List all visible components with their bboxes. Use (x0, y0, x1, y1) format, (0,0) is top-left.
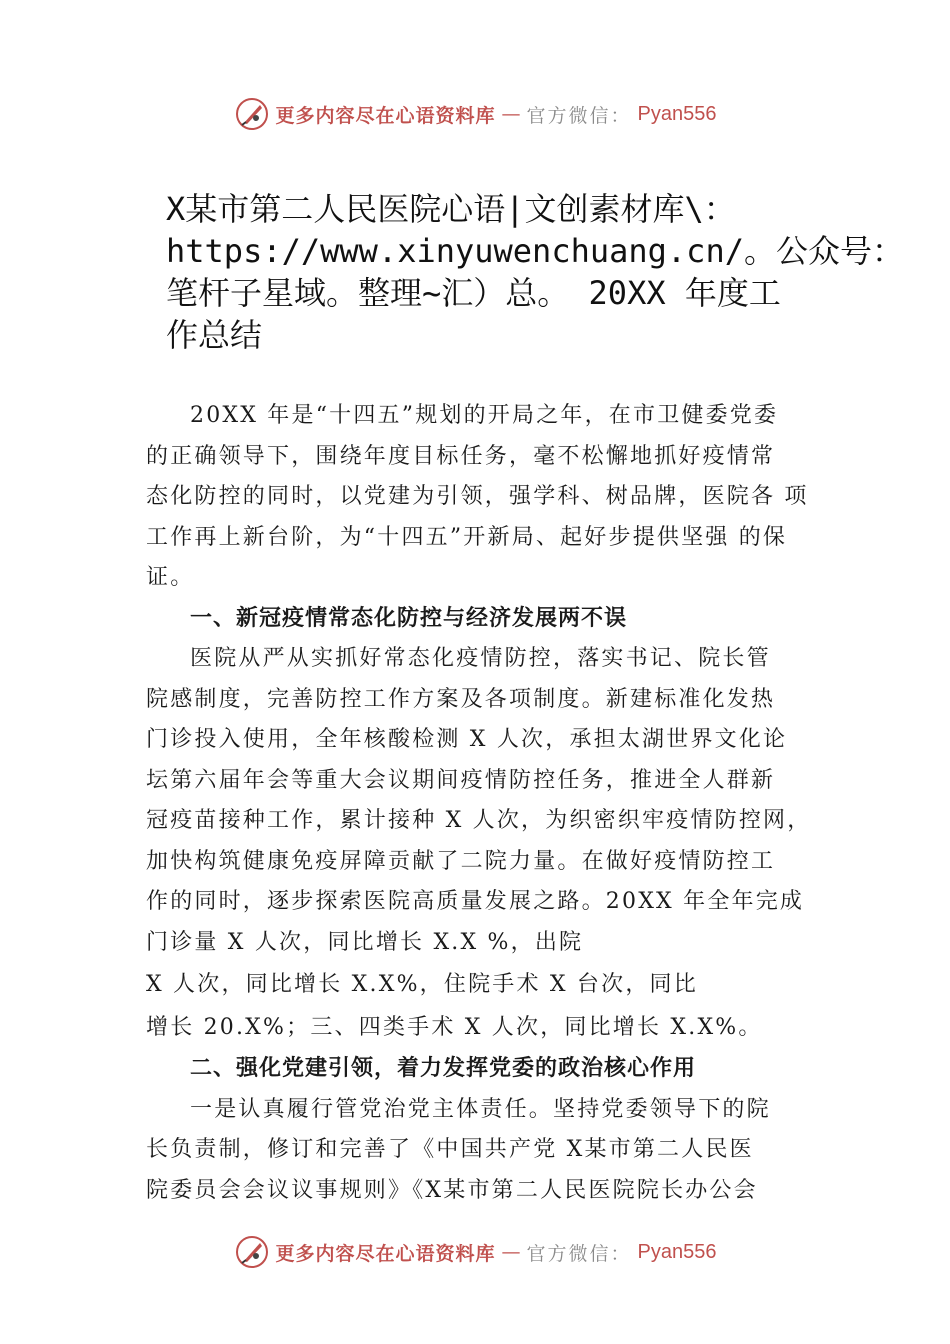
title-line: 作总结 (166, 316, 263, 354)
quill-pen-logo-icon (234, 1234, 270, 1270)
banner-text: 更多内容尽在心语资料库 (275, 1242, 496, 1265)
wechat-label: 官方微信： (526, 104, 632, 127)
text-line: 坛第六届年会等重大会议期间疫情防控任务，推进全人群新 (146, 767, 776, 793)
text-line: 证。 (146, 565, 195, 590)
text-line: 长负责制，修订和完善了《中国共产党 X某市第二人民医 (146, 1137, 754, 1162)
text-line: 一是认真履行管党治党主体责任。坚持党委领导下的院 (190, 1096, 771, 1122)
text-line: 作的同时，逐步探索医院高质量发展之路。20XX 年全年完成 (146, 889, 805, 914)
wechat-id: Pyan556 (637, 102, 717, 125)
document-title (166, 188, 904, 356)
section1-paragraph (146, 639, 816, 1049)
text-line: 增长 20.X%；三、四类手术 X 人次，同比增长 X.X%。 (146, 1015, 763, 1040)
text-line: 工作再上新台阶，为“十四五”开新局、起好步提供坚强 的保 (146, 524, 788, 550)
text-line: 门诊量 X 人次，同比增长 X.X %，出院 (146, 929, 584, 955)
text-line: 20XX 年是“十四五”规划的开局之年，在市卫健委党委 (190, 403, 779, 428)
banner-separator: — (501, 103, 521, 125)
text-line: 医院从严从实抓好常态化疫情防控，落实书记、院长管 (190, 646, 771, 671)
section-heading-2: 二、强化党建引领，着力发挥党委的政治核心作用 (190, 1056, 697, 1081)
section2-paragraph (146, 1090, 816, 1212)
header-watermark-banner (0, 94, 950, 134)
text-line: 的正确领导下，围绕年度目标任务，毫不松懈地抓好疫情常 (146, 443, 776, 469)
text-line: X 人次，同比增长 X.X%，住院手术 X 台次，同比 (146, 972, 698, 997)
section-heading-1: 一、新冠疫情常态化防控与经济发展两不误 (190, 605, 628, 631)
intro-paragraph (146, 396, 816, 599)
title-line: X某市第二人民医院心语|文创素材库\： (166, 190, 736, 228)
quill-pen-logo-icon (234, 96, 270, 132)
wechat-label: 官方微信： (526, 1242, 632, 1265)
footer-watermark-banner (0, 1232, 950, 1272)
banner-text: 更多内容尽在心语资料库 (275, 104, 496, 127)
text-line: 院委员会会议议事规则》《X某市第二人民医院院长办公会 (146, 1177, 758, 1203)
document-body (146, 396, 816, 1211)
banner-separator: — (501, 1241, 521, 1263)
text-line: 态化防控的同时，以党建为引领，强学科、树品牌，医院各 项 (146, 484, 809, 509)
text-line: 冠疫苗接种工作，累计接种 X 人次，为织密织牢疫情防控网， (146, 808, 812, 833)
title-line: 笔杆子星域。整理~汇）总。 20XX 年度工 (166, 274, 781, 312)
text-line: 门诊投入使用，全年核酸检测 X 人次，承担太湖世界文化论 (146, 727, 788, 752)
text-line: 加快构筑健康免疫屏障贡献了二院力量。在做好疫情防控工 (146, 848, 776, 874)
wechat-id: Pyan556 (637, 1240, 717, 1263)
text-line: 院感制度，完善防控工作方案及各项制度。新建标准化发热 (146, 686, 776, 712)
title-line: https://www.xinyuwenchuang.cn/。公众号： (166, 232, 904, 270)
